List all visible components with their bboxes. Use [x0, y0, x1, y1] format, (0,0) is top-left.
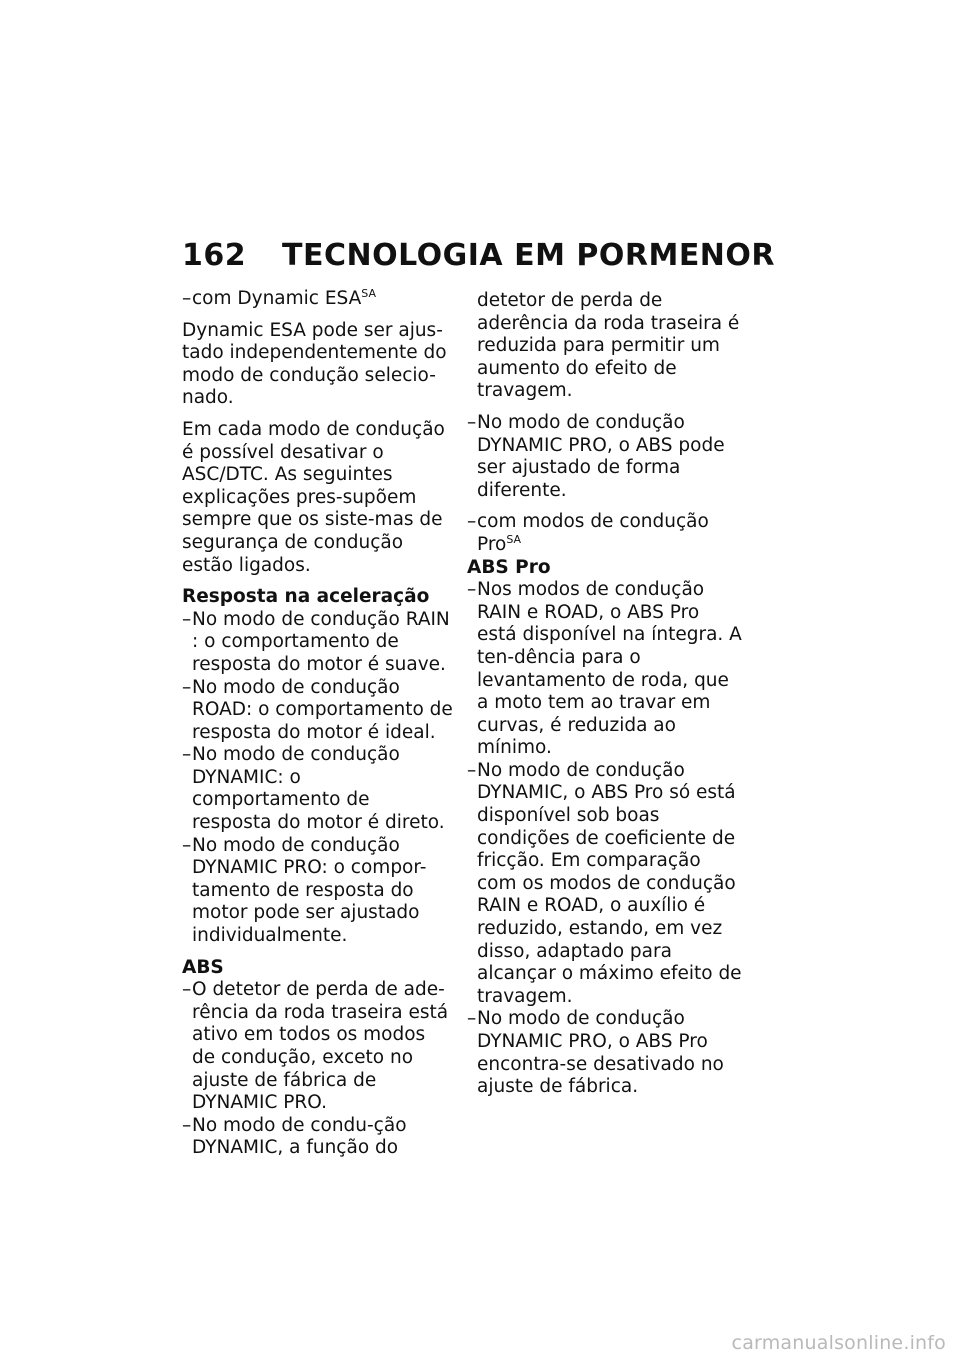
list-item — [182, 677, 454, 745]
list-item-text: No modo de condução DYNAMIC PRO, o ABS pode ser ajustado de forma diferente. — [477, 411, 725, 501]
list-item — [467, 511, 742, 556]
list-item-text: No modo de condu-ção DYNAMIC, a função do — [192, 1114, 407, 1159]
list-item — [182, 1115, 454, 1160]
list-item-text: No modo de condução DYNAMIC, o ABS Pro só está disponível sob boas condições de coeficiente de fricção. Em comparação com os modos de condução RAIN e ROAD, o auxílio é reduzido, estando, em vez disso, adaptado para alcançar o máximo efeito de travagem. — [477, 759, 742, 1007]
section-heading: ABS Pro — [467, 556, 551, 578]
paragraph: Em cada modo de condução é possível desativar o ASC/DTC. As seguintes explicações pres-supõem sempre que os siste-mas de segurança de condução estão ligados. — [182, 418, 445, 576]
right-column — [467, 290, 742, 1099]
list-item-text: com modos de condução Pro — [477, 511, 709, 555]
paragraph: Dynamic ESA pode ser ajus-tado independentemente do modo de condução selecio-nado. — [182, 319, 447, 409]
section-heading: ABS — [182, 956, 224, 978]
list-item — [182, 835, 454, 948]
list-item — [467, 579, 742, 760]
list-item-text: No modo de condução RAIN : o comportamento de resposta do motor é suave. — [192, 608, 450, 675]
list-item-text: No modo de condução ROAD: o comportamento de resposta do motor é ideal. — [192, 676, 453, 743]
page-number: 162 — [182, 238, 247, 273]
list-item-text: No modo de condução DYNAMIC: o comportamento de resposta do motor é direto. — [192, 744, 445, 834]
list-dash: – — [182, 676, 192, 698]
list-dash: – — [467, 579, 477, 601]
list-dash: – — [467, 1008, 477, 1030]
continued-text: detetor de perda de aderência da roda traseira é reduzida para permitir um aumento do efeito de travagem. — [477, 290, 740, 402]
sa-superscript: SA — [361, 287, 377, 300]
list-item — [182, 744, 454, 834]
list-dash: – — [182, 744, 192, 766]
list-item — [467, 412, 742, 502]
list-dash: – — [182, 834, 192, 856]
list-dash: – — [182, 979, 192, 1001]
list-item-text: Nos modos de condução RAIN e ROAD, o ABS Pro está disponível na íntegra. A ten-dência para o levantamento de roda, que a moto tem ao travar em curvas, é reduzida ao mínimo. — [477, 579, 742, 759]
list-item — [182, 609, 454, 677]
list-item-text: com Dynamic ESA — [192, 288, 362, 309]
list-dash: – — [467, 759, 477, 781]
page-title: TECNOLOGIA EM PORMENOR — [282, 238, 776, 273]
list-dash: – — [182, 288, 192, 309]
left-column — [182, 288, 454, 1160]
list-item — [467, 760, 742, 1009]
section-heading: Resposta na aceleração — [182, 586, 430, 608]
list-dash: – — [467, 411, 477, 433]
list-dash: – — [182, 608, 192, 630]
sa-superscript: SA — [506, 532, 522, 546]
list-item-text: No modo de condução DYNAMIC PRO: o compor-tamento de resposta do motor pode ser ajustado individualmente. — [192, 834, 427, 947]
list-item-text: No modo de condução DYNAMIC PRO, o ABS Pro encontra-se desativado no ajuste de fábrica. — [477, 1008, 724, 1098]
list-item — [182, 979, 454, 1115]
list-dash: – — [467, 511, 477, 533]
list-item — [182, 288, 454, 311]
watermark[interactable]: carmanualsonline.info — [731, 1332, 946, 1354]
page-header — [182, 238, 782, 278]
list-item — [467, 1008, 742, 1098]
list-dash: – — [182, 1114, 192, 1136]
list-item-text: O detetor de perda de ade-rência da roda traseira está ativo em todos os modos de condução, exceto no ajuste de fábrica de DYNAMIC PRO. — [192, 979, 449, 1114]
